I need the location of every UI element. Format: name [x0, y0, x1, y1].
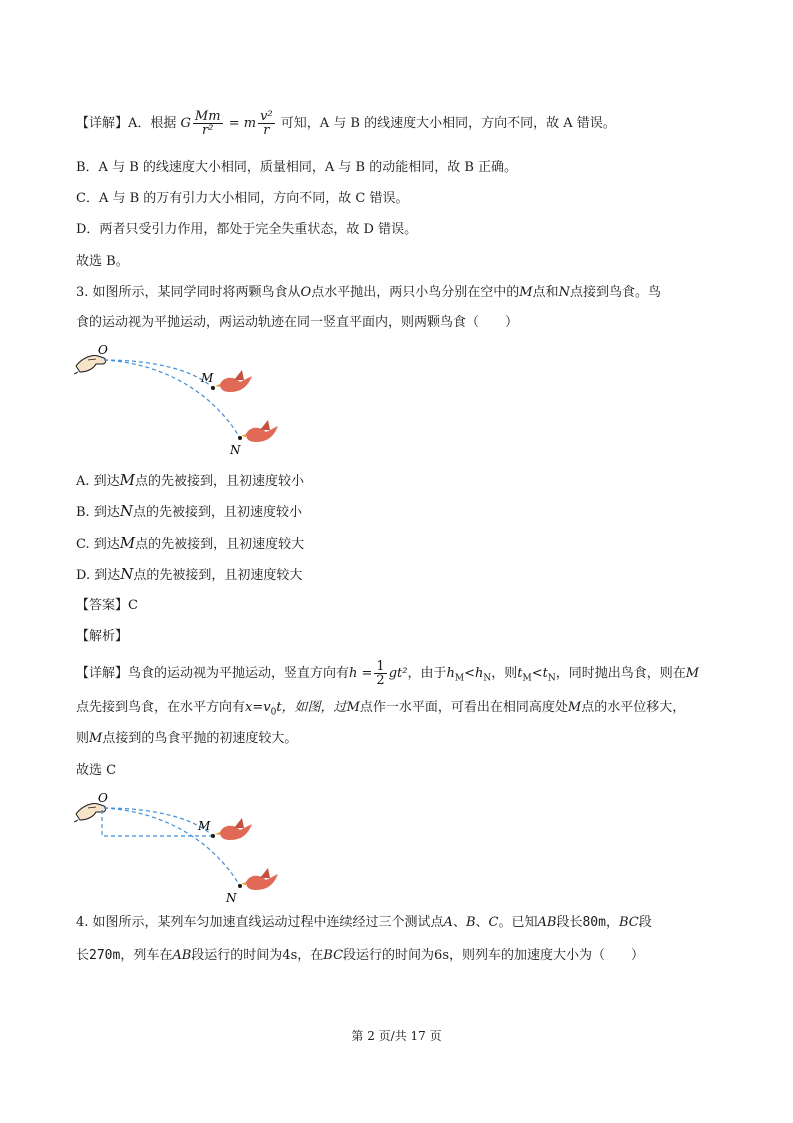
q3-stem-line1: 3. 如图所示，某同学同时将两颗鸟食从O点水平抛出，两只小鸟分别在空中的M点和N点接到鸟食。鸟 [76, 285, 661, 300]
page-footer: 第 2 页/共 17 页 [351, 1029, 442, 1043]
q3-detail-line2: 点先接到鸟食，在水平方向有$x=v_0t$，如图，过M点作一水平面，可看出在相同高度处M点的水平位移大， [76, 700, 686, 718]
formula-g: G [180, 116, 191, 131]
label-n: N [226, 891, 237, 905]
bird-icon [215, 818, 252, 840]
q3-stem-line2: 食的运动视为平抛运动，两运动轨迹在同一竖直平面内，则两颗鸟食（ ） [76, 315, 519, 330]
trajectory-m [104, 808, 213, 836]
point-m [211, 834, 215, 838]
q3-option-b: B. 到达N点的先被接到，且初速度较小 [76, 502, 302, 520]
q3-option-d: D. 到达N点的先被接到，且初速度较大 [76, 565, 303, 583]
q3-conclusion: 故选 C [76, 763, 117, 778]
point-n [238, 884, 242, 888]
bird-icon [215, 370, 252, 392]
q3-detail-line3: 则M点接到的鸟食平抛的初速度较大。 [76, 731, 298, 746]
formula-eq: = m [228, 116, 257, 131]
label-o: O [98, 343, 108, 357]
trajectory-n [104, 360, 240, 438]
label-o: O [98, 791, 108, 805]
q4-stem-line2: 长270m，列车在AB段运行的时间为4s，在BC段运行的时间为6s，则列车的加速度大小为（ ） [76, 948, 645, 963]
hand-icon [74, 355, 106, 374]
q3-figure-horizontal-plane [74, 790, 294, 910]
fraction-v2-r: $\frac{\text{v²}}{r}$ [260, 109, 273, 138]
hand-icon [74, 803, 106, 822]
q2-line-b: B．A 与 B 的线速度大小相同，质量相同，A 与 B 的动能相同，故 B 正确。 [76, 160, 518, 175]
label-m: M [198, 819, 211, 833]
q3-option-c: C. 到达M点的先被接到，且初速度较大 [76, 534, 305, 552]
q3-analysis-title: 【解析】 [76, 629, 129, 644]
trajectory-n [104, 808, 240, 886]
q3-answer: 【答案】C [76, 598, 138, 613]
label-n: N [230, 443, 241, 457]
bird-icon [241, 420, 278, 442]
q2-line-c: C．A 与 B 的万有引力大小相同，方向不同，故 C 错误。 [76, 191, 409, 206]
trajectory-m [104, 360, 213, 388]
horizontal-plane-line [102, 810, 213, 836]
q3-detail-line1: 【详解】鸟食的运动视为平抛运动，竖直方向有h = $\frac{1}{2}$ gt²，由于$h_M<h_N$，则$t_M<t_N$，同时抛出鸟食，则在M [76, 659, 700, 688]
q3-option-a: A. 到达M点的先被接到，且初速度较小 [76, 471, 305, 489]
q3-figure-trajectories [74, 342, 294, 462]
q2-conclusion: 故选 B。 [76, 254, 129, 269]
q2-line-d: D．两者只受引力作用，都处于完全失重状态，故 D 错误。 [76, 222, 418, 237]
detail-label: 【详解】A．根据 [76, 116, 177, 131]
label-m: M [201, 371, 214, 385]
point-m [211, 386, 215, 390]
point-n [238, 436, 242, 440]
bird-icon [241, 868, 278, 890]
q4-stem-line1: 4. 如图所示，某列车匀加速直线运动过程中连续经过三个测试点A、B、C。已知AB段长80m，BC段 [76, 915, 652, 930]
q2-detail-a: 【详解】A．根据 G $\frac{Mm}{\text{r²}}$ = m $\frac{\text{v²}}{r}$ 可知，A 与 B 的线速度大小相同，方向不同，故 A 错误。 [76, 109, 616, 138]
fraction-mm-r2: $\frac{Mm}{\text{r²}}$ [194, 109, 221, 138]
